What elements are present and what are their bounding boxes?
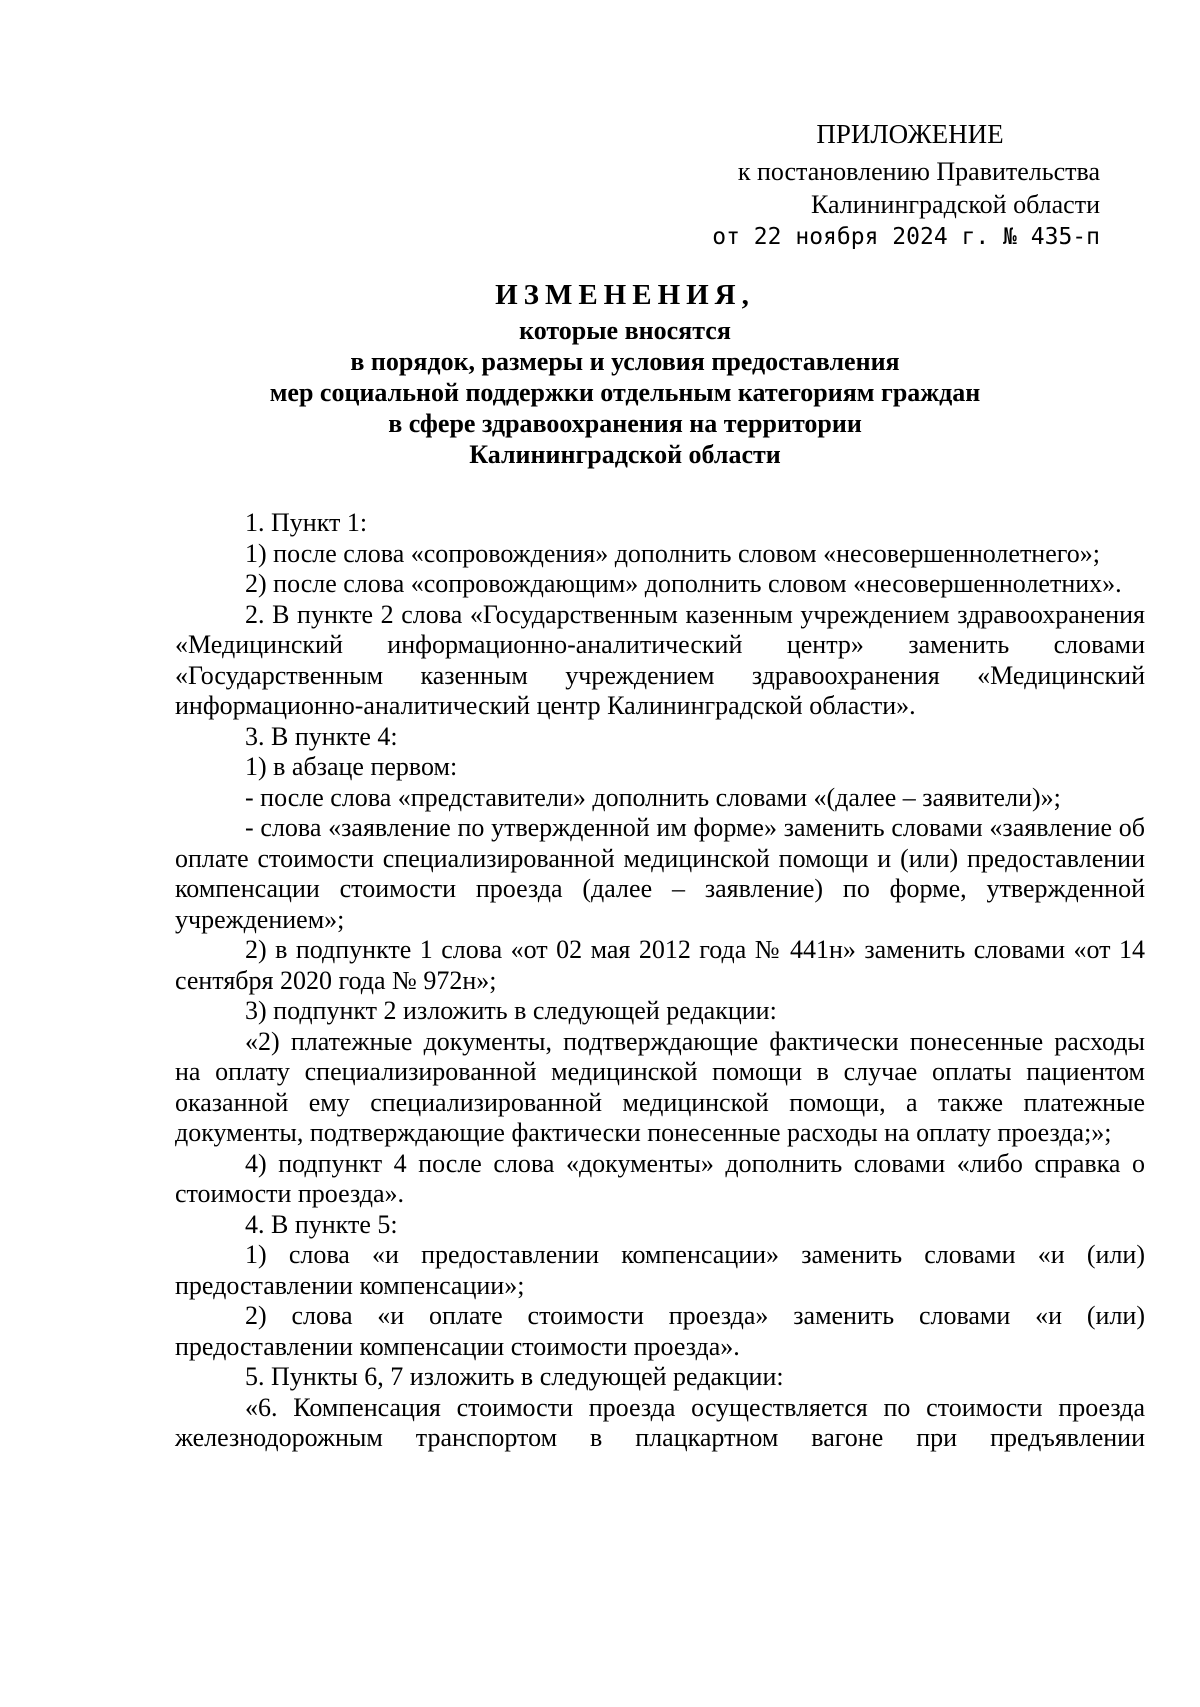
document-title xyxy=(175,280,1075,470)
subheading-line: в порядок, размеры и условия предоставления xyxy=(350,347,900,376)
paragraph: 1) после слова «сопровождения» дополнить словом «несовершеннолетнего»; xyxy=(245,538,1101,568)
paragraph: 4) подпункт 4 после слова «документы» дополнить словами «либо справка о стоимости проезда». xyxy=(175,1148,1145,1208)
paragraph: 1) в абзаце первом: xyxy=(245,752,458,781)
appendix-title: ПРИЛОЖЕНИЕ xyxy=(816,119,1004,149)
paragraph: 2. В пункте 2 слова «Государственным казенным учреждением здравоохранения «Медицинский информационно-аналитический центр» заменить словами «Государственным казенным учреждением здравоохранения «Медицинский информационно-аналитический центр Калининградской области». xyxy=(175,599,1145,720)
paragraph: 2) в подпункте 1 слова «от 02 мая 2012 года № 441н» заменить словами «от 14 сентября 2020 года № 972н»; xyxy=(175,935,1145,995)
appendix-header xyxy=(660,118,1100,254)
document-body xyxy=(175,508,1145,1454)
paragraph: 3) подпункт 2 изложить в следующей редакции: xyxy=(245,996,777,1025)
paragraph: «2) платежные документы, подтверждающие фактически понесенные расходы на оплату специализированной медицинской помощи в случае оплаты пациентом оказанной ему специализированной медицинской помощи, а также платежные документы, подтверждающие фактически понесенные расходы на оплату проезда;»; xyxy=(175,1026,1145,1147)
paragraph: 5. Пункты 6, 7 изложить в следующей редакции: xyxy=(245,1362,784,1391)
subheading-line: в сфере здравоохранения на территории xyxy=(388,409,862,438)
appendix-line-2: Калининградской области xyxy=(810,190,1100,219)
paragraph: 3. В пункте 4: xyxy=(245,721,398,751)
paragraph: - после слова «представители» дополнить словами «(далее – заявители)»; xyxy=(245,782,1061,812)
paragraph: - слова «заявление по утвержденной им форме» заменить словами «заявление об оплате стоимости специализированной медицинской помощи и (или) предоставлении компенсации стоимости проезда (далее – заявление) по форме, утвержденной учреждением»; xyxy=(175,813,1145,934)
paragraph: «6. Компенсация стоимости проезда осуществляется по стоимости проезда железнодорожным транспортом в плацкартном вагоне при предъявлении xyxy=(175,1392,1145,1452)
paragraph: 2) слова «и оплате стоимости проезда» заменить словами «и (или) предоставлении компенсации стоимости проезда». xyxy=(175,1301,1145,1361)
paragraph: 4. В пункте 5: xyxy=(245,1209,398,1239)
subheading-line: мер социальной поддержки отдельным категориям граждан xyxy=(269,378,981,407)
appendix-line-1: к постановлению Правительства xyxy=(737,157,1100,186)
paragraph: 1) слова «и предоставлении компенсации» заменить словами «и (или) предоставлении компенсации»; xyxy=(175,1240,1145,1300)
appendix-date: от 22 ноября 2024 г. № 435-п xyxy=(712,224,1100,250)
subheading-line: которые вносятся xyxy=(519,316,731,345)
paragraph: 2) после слова «сопровождающим» дополнить словом «несовершеннолетних». xyxy=(245,569,1122,598)
paragraph: 1. Пункт 1: xyxy=(245,508,368,537)
document-heading: ИЗМЕНЕНИЯ, xyxy=(495,279,755,311)
subheading-line: Калининградской области xyxy=(469,440,781,469)
